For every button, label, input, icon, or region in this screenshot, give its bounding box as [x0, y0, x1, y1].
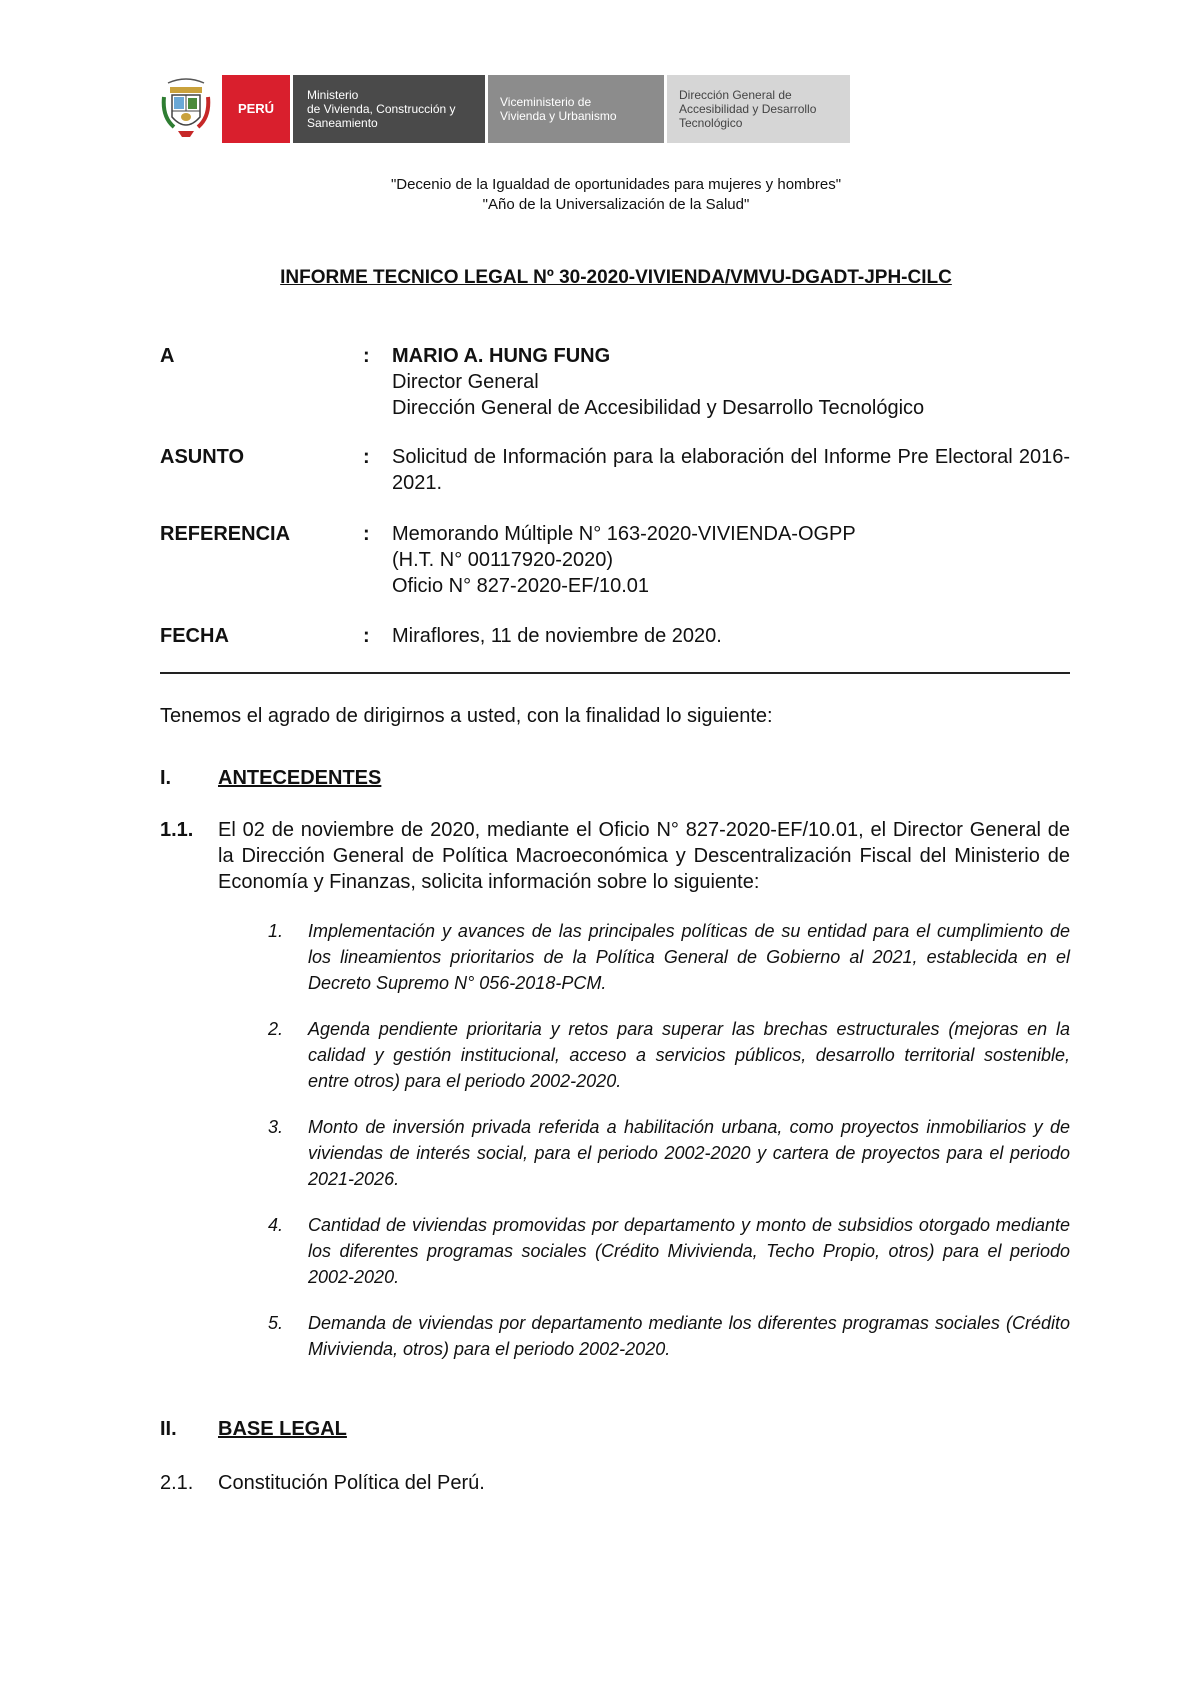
subject-text: Solicitud de Información para la elaboración del Informe Pre Electoral 2016-2021. [392, 446, 1070, 494]
meta-colon: : [363, 345, 370, 367]
paragraph-number: 2.1. [160, 1472, 194, 1494]
reference-line-1: Memorando Múltiple N° 163-2020-VIVIENDA-OGPP [392, 523, 856, 545]
list-item-number: 5. [268, 1313, 284, 1333]
direction-block [667, 75, 850, 143]
ministry-block [293, 75, 485, 143]
list-item [268, 918, 1070, 996]
list-item-number: 3. [268, 1117, 284, 1137]
meta-colon: : [363, 523, 370, 545]
reference-line-3: Oficio N° 827-2020-EF/10.01 [392, 575, 650, 597]
viceministry-block [488, 75, 664, 143]
intro-text: Tenemos el agrado de dirigirnos a usted, con la finalidad lo siguiente: [160, 705, 773, 727]
paragraph-2-1 [160, 1470, 1070, 1500]
meta-subject-label: ASUNTO [160, 446, 245, 468]
section-title: ANTECEDENTES [218, 767, 382, 789]
peru-brand-block [222, 75, 290, 143]
meta-subject [160, 444, 1070, 500]
list-item-number: 1. [268, 921, 284, 941]
meta-date-label: FECHA [160, 625, 229, 647]
meta-date [160, 623, 1070, 651]
list-item-number: 2. [268, 1019, 284, 1039]
requested-items-list [268, 918, 1070, 1382]
meta-reference [160, 521, 1070, 601]
meta-reference-label: REFERENCIA [160, 523, 291, 545]
list-item-number: 4. [268, 1215, 284, 1235]
reference-line-2: (H.T. N° 00117920-2020) [392, 549, 614, 571]
year-mottos [0, 175, 1200, 215]
list-item-text: Implementación y avances de las principales políticas de su entidad para el cumplimiento de los lineamientos prioritarios de la Política General de Gobierno al 2021, establecida en el Decreto Supremo N° 056-2018-PCM. [308, 921, 1070, 993]
list-item [268, 1212, 1070, 1290]
section-number: I. [160, 767, 172, 789]
paragraph-text: El 02 de noviembre de 2020, mediante el Oficio N° 827-2020-EF/10.01, el Director General de la Dirección General de Política Macroeconómica y Descentralización Fiscal del Ministerio de Economía y Finanzas, solicita información sobre lo siguiente: [218, 819, 1070, 893]
list-item-text: Cantidad de viviendas promovidas por departamento y monto de subsidios otorgado mediante los diferentes programas sociales (Crédito Mivivienda, Techo Propio, otros) para el periodo 2002-2020. [308, 1215, 1070, 1287]
direction-label: Dirección General de Accesibilidad y Desarrollo Tecnológico [679, 88, 817, 130]
motto-year: "Año de la Universalización de la Salud" [482, 196, 750, 213]
meta-colon: : [363, 625, 370, 647]
viceministry-label: Viceministerio de Vivienda y Urbanismo [500, 95, 617, 123]
section-number: II. [160, 1418, 177, 1440]
recipient-name: MARIO A. HUNG FUNG [392, 345, 611, 367]
list-item [268, 1016, 1070, 1094]
ministry-label: Ministerio de Vivienda, Construcción y Saneamiento [307, 88, 456, 130]
meta-to [160, 343, 1070, 423]
list-item-text: Demanda de viviendas por departamento mediante los diferentes programas sociales (Crédito Mivivienda, otros) para el periodo 2002-2020. [308, 1313, 1070, 1359]
separator-line [160, 672, 1070, 674]
list-item-text: Monto de inversión privada referida a habilitación urbana, como proyectos inmobiliarios y de viviendas de interés social, para el periodo 2002-2020 y cartera de proyectos para el periodo 2021-2026. [308, 1117, 1070, 1189]
section-title: BASE LEGAL [218, 1418, 347, 1440]
list-item-text: Agenda pendiente prioritaria y retos para superar las brechas estructurales (mejoras en la calidad y gestión institucional, acceso a servicios públicos, desarrollo territorial sostenible, entre otros) para el periodo 2002-2020. [308, 1019, 1070, 1091]
paragraph-number: 1.1. [160, 819, 194, 841]
meta-colon: : [363, 446, 370, 468]
paragraph-text: Constitución Política del Perú. [218, 1472, 485, 1494]
paragraph-1-1 [160, 817, 1070, 897]
recipient-position: Director General [392, 371, 539, 393]
meta-to-label: A [160, 345, 175, 367]
institutional-header [160, 75, 850, 143]
motto-decade: "Decenio de la Igualdad de oportunidades para mujeres y hombres" [390, 176, 842, 193]
list-item [268, 1114, 1070, 1192]
peru-label: PERÚ [237, 101, 275, 116]
recipient-office: Dirección General de Accesibilidad y Desarrollo Tecnológico [392, 397, 925, 419]
coat-of-arms-icon [160, 77, 212, 139]
document-title: INFORME TECNICO LEGAL Nº 30-2020-VIVIENDA/VMVU-DGADT-JPH-CILC [280, 267, 952, 288]
date-text: Miraflores, 11 de noviembre de 2020. [392, 625, 722, 647]
list-item [268, 1310, 1070, 1362]
